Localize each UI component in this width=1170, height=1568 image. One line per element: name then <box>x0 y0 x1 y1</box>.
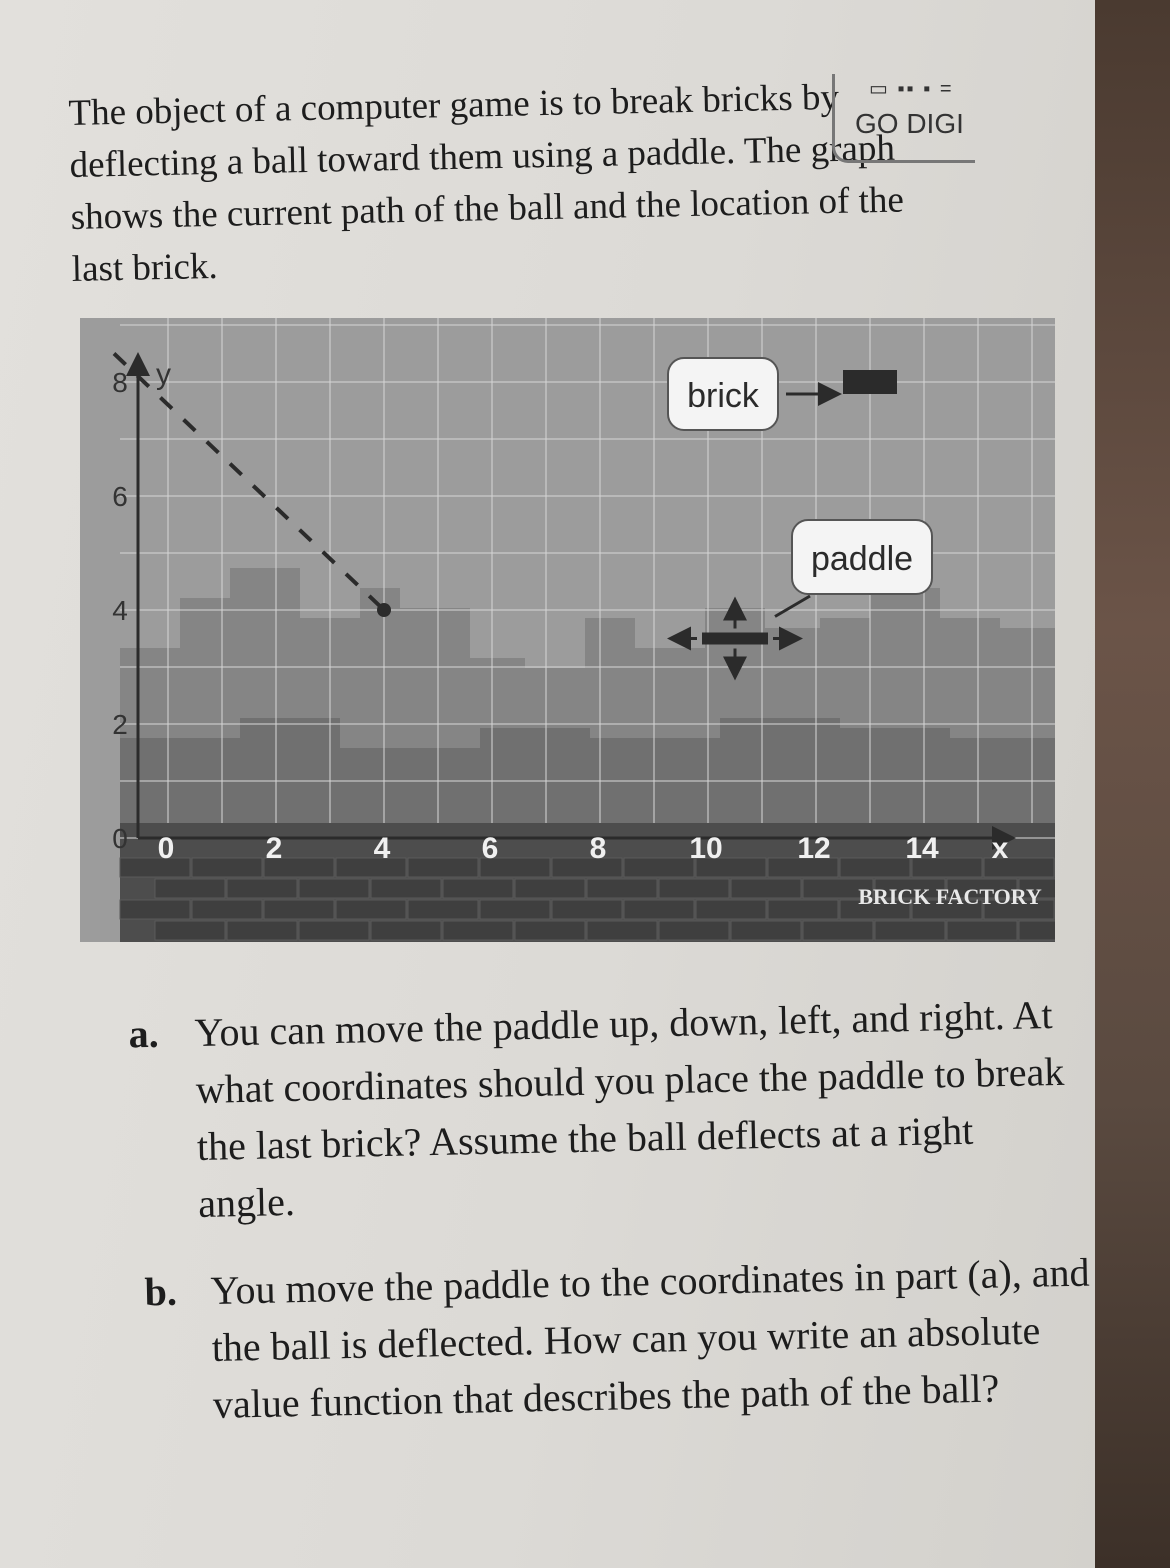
brick-game-graph <box>80 318 1055 942</box>
ground-brick <box>120 858 190 877</box>
ground-brick <box>408 900 478 919</box>
ball-point <box>377 603 391 617</box>
x-tick-label: 12 <box>797 832 831 865</box>
ground-brick <box>515 921 585 940</box>
x-tick-label: 14 <box>905 832 939 865</box>
ground-brick <box>264 900 334 919</box>
ground-brick <box>768 900 838 919</box>
question-a-letter: a. <box>128 1010 160 1057</box>
y-tick-label: 2 <box>112 709 128 740</box>
ground-brick <box>227 879 297 898</box>
ground-brick <box>443 879 513 898</box>
paddle-point <box>702 633 768 645</box>
ground-brick <box>731 879 801 898</box>
building <box>840 728 950 823</box>
brick-factory-banner: BRICK FACTORY <box>858 884 1042 909</box>
ground-brick <box>120 900 190 919</box>
building <box>720 718 840 823</box>
x-tick-label: 6 <box>481 832 499 865</box>
x-tick-label: 2 <box>265 832 283 865</box>
ground-brick <box>624 900 694 919</box>
building <box>240 718 340 823</box>
ground-brick <box>227 921 297 940</box>
question-a-text: You can move the paddle up, down, left, and right. At what coordinates should you place the paddle to break the last brick? Assume the ball deflects at a right angle. <box>194 992 1065 1226</box>
ground-brick <box>299 879 369 898</box>
intro-paragraph: The object of a computer game is to break bricks by deflecting a ball toward them using a paddle. The graph shows the current path of the ball and the location of the last brick. <box>68 76 905 290</box>
ground-brick <box>443 921 513 940</box>
x-tick-label: 4 <box>373 832 391 865</box>
ground-brick <box>552 900 622 919</box>
ground-brick <box>299 921 369 940</box>
brick-point <box>843 370 897 394</box>
ground-brick <box>840 858 910 877</box>
go-digital-badge <box>832 74 975 163</box>
ground-brick <box>408 858 478 877</box>
ground-brick <box>515 879 585 898</box>
ground-brick <box>731 921 801 940</box>
question-b-text: You move the paddle to the coordinates in part (a), and the ball is deflected. How can you write an absolute value function that describes the path of the ball? <box>210 1249 1090 1427</box>
ground-brick <box>875 921 945 940</box>
y-tick-label: 4 <box>112 595 128 626</box>
ground-brick <box>552 858 622 877</box>
ground-brick <box>659 879 729 898</box>
ground-brick <box>371 921 441 940</box>
ground-brick <box>1019 921 1055 940</box>
ground-brick <box>803 921 873 940</box>
ground-brick <box>696 900 766 919</box>
ground-brick <box>587 921 657 940</box>
ground-brick <box>192 900 262 919</box>
x-tick-label: 8 <box>589 832 607 865</box>
page-edge <box>1095 0 1170 1568</box>
ground-brick <box>192 858 262 877</box>
question-a <box>128 986 1069 1232</box>
ground-brick <box>336 858 406 877</box>
ground-brick <box>155 921 225 940</box>
y-tick-label: 0 <box>112 823 128 854</box>
building <box>340 748 480 823</box>
ground-brick <box>480 900 550 919</box>
go-digital-label: GO DIGI <box>855 108 964 139</box>
ground-brick <box>947 921 1017 940</box>
x-axis-label: x <box>991 832 1009 865</box>
y-tick-label: 6 <box>112 481 128 512</box>
ground-brick <box>155 879 225 898</box>
x-tick-label: 10 <box>689 832 723 865</box>
ground-brick <box>624 858 694 877</box>
ground-brick <box>371 879 441 898</box>
ground-brick <box>336 900 406 919</box>
paddle-callout-label: paddle <box>810 540 914 578</box>
y-axis-label: y <box>156 358 171 391</box>
x-tick-label: 0 <box>157 832 175 865</box>
go-digital-icon: ▭ ▪▪ ▪ = <box>869 78 954 100</box>
question-b-letter: b. <box>144 1268 178 1315</box>
ground-brick <box>659 921 729 940</box>
question-b <box>144 1244 1093 1433</box>
y-tick-label: 8 <box>112 367 128 398</box>
building <box>480 728 590 823</box>
ground-brick <box>587 879 657 898</box>
brick-callout-label: brick <box>687 377 759 415</box>
